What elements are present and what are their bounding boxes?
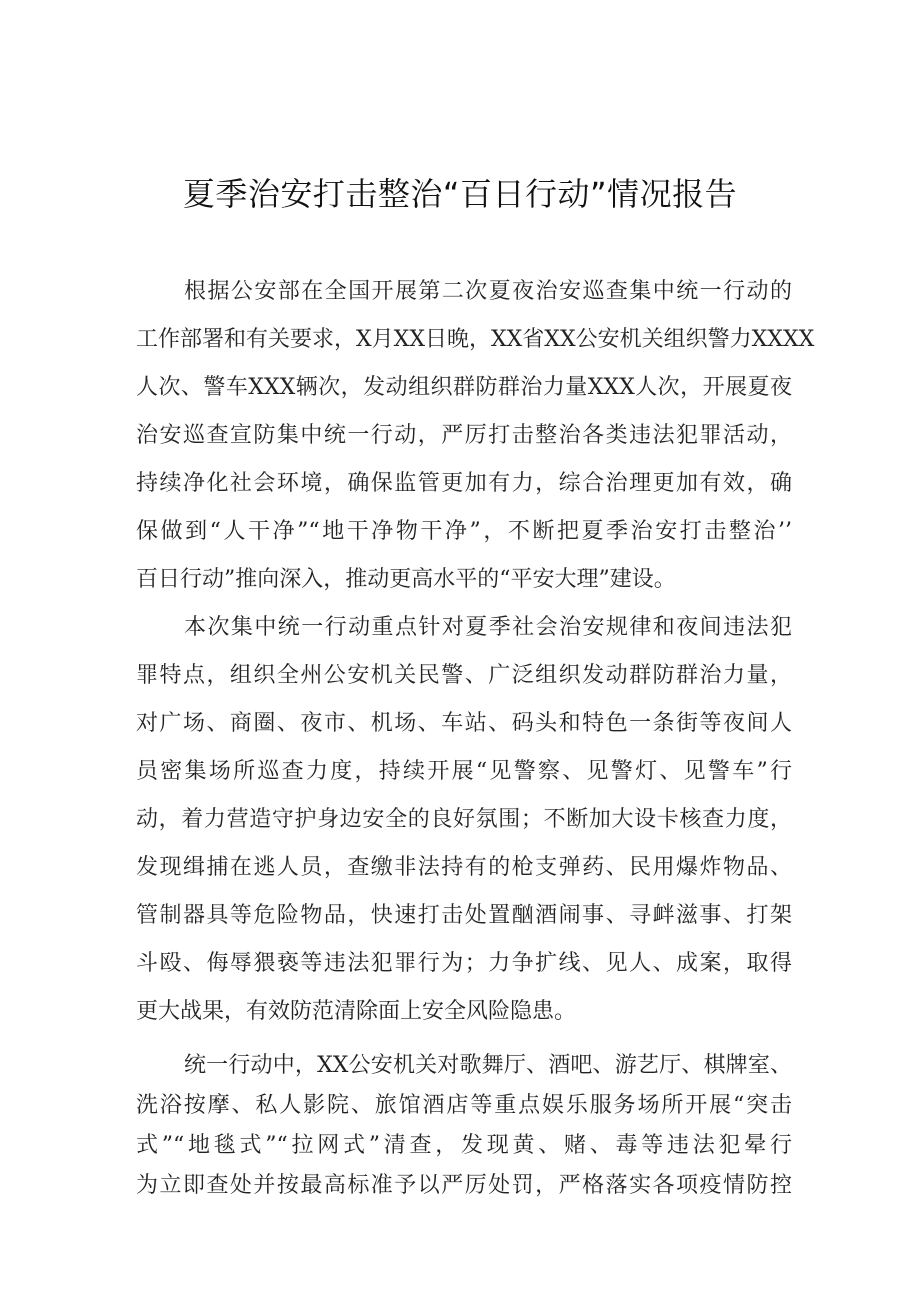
paragraph-3-line-1: 统一行动中，XX公安机关对歌舞厅、酒吧、游艺厅、棋牌室、 — [184, 1053, 792, 1078]
paragraph-1-line-3: 人次、警车XXX辆次，发动组织群防群治力量XXX人次，开展夏夜 — [136, 375, 792, 400]
paragraph-3-line-2: 洗浴按摩、私人影院、旅馆酒店等重点娱乐服务场所开展“突击 — [136, 1093, 792, 1118]
paragraph-3-line-4: 为立即查处并按最高标准予以严厉处罚，严格落实各项疫情防控 — [136, 1173, 792, 1198]
paragraph-1-line-7: 百日行动”推向深入，推动更高水平的“平安大理”建设。 — [136, 567, 676, 592]
paragraph-2-line-2: 罪特点，组织全州公安机关民警、广泛组织发动群防群治力量， — [136, 663, 792, 688]
paragraph-2-line-5: 动，着力营造守护身边安全的良好氛围；不断加大设卡核查力度， — [136, 807, 792, 832]
paragraph-2-line-9: 更大战果，有效防范清除面上安全风险隐患。 — [136, 999, 577, 1024]
paragraph-1-line-1: 根据公安部在全国开展第二次夏夜治安巡查集中统一行动的 — [184, 279, 792, 304]
paragraph-2-line-3: 对广场、商圈、夜市、机场、车站、码头和特色一条街等夜间人 — [136, 711, 792, 736]
document-title: 夏季治安打击整治“百日行动”情况报告 — [182, 175, 738, 213]
paragraph-1-line-6: 保做到“人干净”“地干净物干净”，不断把夏季治安打击整治’’ — [136, 519, 792, 544]
paragraph-1-line-2: 工作部署和有关要求，X月XX日晚，XX省XX公安机关组织警力XXXX — [136, 327, 815, 352]
paragraph-3-line-3: 式”“地毯式”“拉网式”清查，发现黄、赌、毒等违法犯晕行 — [136, 1133, 792, 1158]
paragraph-1-line-4: 治安巡查宣防集中统一行动，严厉打击整治各类违法犯罪活动， — [136, 423, 792, 448]
paragraph-1-line-5: 持续净化社会环境，确保监管更加有力，综合治理更加有效，确 — [136, 471, 792, 496]
paragraph-2-line-8: 斗殴、侮辱猥亵等违法犯罪行为；力争扩线、见人、成案，取得 — [136, 951, 792, 976]
paragraph-2-line-7: 管制器具等危险物品，快速打击处置酗酒闹事、寻衅滋事、打架 — [136, 903, 792, 928]
paragraph-2-line-6: 发现缉捕在逃人员，查缴非法持有的枪支弹药、民用爆炸物品、 — [136, 855, 792, 880]
paragraph-2-line-4: 员密集场所巡查力度，持续开展“见警察、见警灯、见警车”行 — [136, 759, 792, 784]
paragraph-2-line-1: 本次集中统一行动重点针对夏季社会治安规律和夜间违法犯 — [184, 615, 792, 640]
